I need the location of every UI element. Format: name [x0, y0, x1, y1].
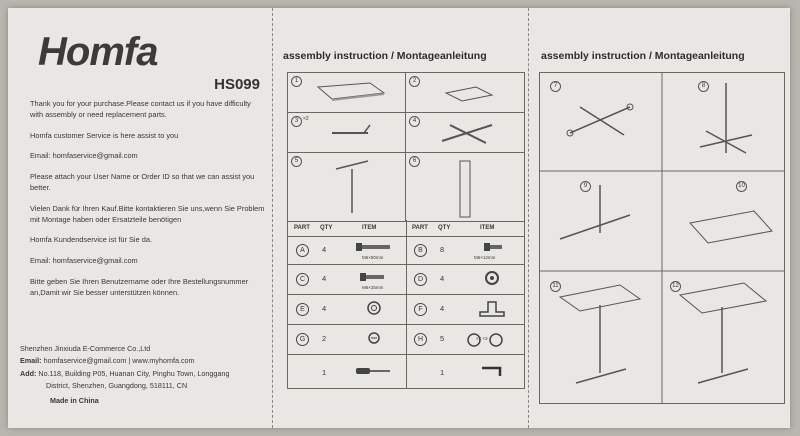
- section-heading: assembly instruction / Montageanleitung: [541, 50, 745, 62]
- company-info: [20, 344, 266, 408]
- parts-illustration-grid: [287, 72, 525, 222]
- illustration-cell: [288, 113, 406, 153]
- made-in: Made in China: [50, 395, 99, 405]
- table-divider: [288, 236, 524, 237]
- assembly-panel: [528, 8, 791, 428]
- step-number: 5: [291, 156, 302, 167]
- part-label: C: [296, 273, 309, 286]
- instruction-sheet: [8, 8, 790, 428]
- address-label: Add:: [20, 368, 37, 378]
- column-arm-drawing: [288, 153, 406, 221]
- quantity-note: ×2: [303, 116, 309, 122]
- part-qty: 5: [440, 334, 445, 343]
- company-address: [20, 369, 266, 379]
- intro-paragraph: Homfa Kundendservice ist für Sie da.: [30, 235, 153, 245]
- column-header-qty: QTY: [320, 225, 333, 231]
- address-line: District, Shenzhen, Guangdong, 518111, CN: [46, 381, 188, 391]
- table-divider: [406, 220, 407, 388]
- address-line: No.118, Building P05, Huanan City, Pinghu Town, Longgang: [38, 368, 230, 378]
- part-qty: 2: [322, 334, 327, 343]
- column-header-item: ITEM: [480, 225, 495, 231]
- parts-table: [287, 220, 525, 389]
- cross-base-drawing: [406, 113, 524, 153]
- illustration-cell: [406, 153, 524, 221]
- column-header-part: PART: [294, 225, 310, 231]
- step-number: 10: [736, 181, 747, 192]
- step-number: 8: [698, 81, 709, 92]
- intro-paragraph: Bitte geben Sie Ihren Benutzername oder Ihre Bestellungsnummer an,Damit wir Sie besser unterstützen können.: [30, 276, 249, 297]
- part-qty: 4: [440, 274, 445, 283]
- step-number: 11: [550, 281, 561, 292]
- part-label: B: [414, 244, 427, 257]
- email-label: Email:: [20, 356, 42, 366]
- part-qty: 1: [440, 368, 445, 377]
- column-header-qty: QTY: [438, 225, 451, 231]
- clamp-bracket-icon: [476, 298, 508, 320]
- part-qty: 4: [322, 304, 327, 313]
- part-label: E: [296, 303, 309, 316]
- instruction-panel: [272, 8, 529, 428]
- part-qty: 4: [322, 245, 327, 254]
- intro-paragraph: Email: homfaservice@gmail.com: [30, 151, 138, 161]
- step-number: 1: [291, 76, 302, 87]
- nut-icon: [484, 270, 500, 286]
- column-header-part: PART: [412, 225, 428, 231]
- intro-paragraph: Please attach your User Name or Order ID so that we can assist you better.: [30, 171, 255, 193]
- intro-paragraph: Email: homfaservice@gmail.com: [30, 255, 138, 265]
- part-qty: 1: [322, 368, 327, 377]
- bolt-icon: [354, 240, 394, 254]
- part-label: F: [414, 303, 427, 316]
- intro-paragraph: Vielen Dank für Ihren Kauf.Bitte kontaktieren Sie uns,wenn Sie Problem mit Montage haben oder Ersatzteile benötigen: [30, 203, 265, 224]
- step-number: 3: [291, 116, 302, 127]
- illustration-cell: [288, 73, 406, 113]
- spring-clip-icon: [366, 330, 382, 346]
- caster-wheel-icon: [464, 328, 512, 348]
- company-name: Shenzhen Jinxiuda E-Commerce Co.,Ltd: [20, 344, 151, 353]
- screwdriver-icon: [354, 364, 394, 378]
- illustration-cell: [406, 113, 524, 153]
- washer-icon: [366, 300, 382, 316]
- assembly-diagram: [539, 72, 785, 404]
- table-divider: [288, 324, 524, 325]
- intro-text: [30, 98, 266, 307]
- column-header-item: ITEM: [362, 225, 377, 231]
- email-value: homfaservice@gmail.com | www.myhomfa.com: [43, 356, 195, 366]
- part-qty: 8: [440, 245, 445, 254]
- illustration-cell: [288, 153, 406, 221]
- table-divider: [288, 354, 524, 355]
- part-spec: M6×12mm: [474, 255, 496, 260]
- illustration-cell: [406, 73, 524, 113]
- part-label: D: [414, 273, 427, 286]
- company-email: [20, 356, 266, 366]
- brand-logo: Homfa: [38, 30, 158, 74]
- assembly-steps-drawing: [540, 73, 784, 403]
- part-spec: M6×50mm: [362, 255, 384, 260]
- table-divider: [288, 264, 524, 265]
- step-number: 12: [670, 281, 681, 292]
- step-number: 9: [580, 181, 591, 192]
- part-spec: ×2 ×3: [476, 336, 488, 341]
- part-label: A: [296, 244, 309, 257]
- step-number: 4: [409, 116, 420, 127]
- part-label: H: [414, 333, 427, 346]
- part-label: G: [296, 333, 309, 346]
- table-divider: [288, 294, 524, 295]
- step-number: 2: [409, 76, 420, 87]
- intro-paragraph: Homfa customer Service is here assist to you: [30, 130, 179, 140]
- part-qty: 4: [322, 274, 327, 283]
- part-spec: M6×25mm: [362, 285, 384, 290]
- intro-paragraph: Thank you for your purchase.Please contact us if you have difficulty with assembly or need replacement parts.: [30, 99, 251, 120]
- part-qty: 4: [440, 304, 445, 313]
- section-heading: assembly instruction / Montageanleitung: [283, 50, 487, 62]
- cover-panel: [8, 8, 272, 428]
- allen-key-icon: [478, 362, 504, 380]
- model-number: HS099: [214, 76, 260, 93]
- step-number: 7: [550, 81, 561, 92]
- step-number: 6: [409, 156, 420, 167]
- tube-drawing: [406, 153, 524, 221]
- bolt-icon: [358, 270, 388, 284]
- short-bolt-icon: [482, 240, 506, 254]
- side-tray-drawing: [406, 73, 524, 113]
- tabletop-drawing: [288, 73, 406, 113]
